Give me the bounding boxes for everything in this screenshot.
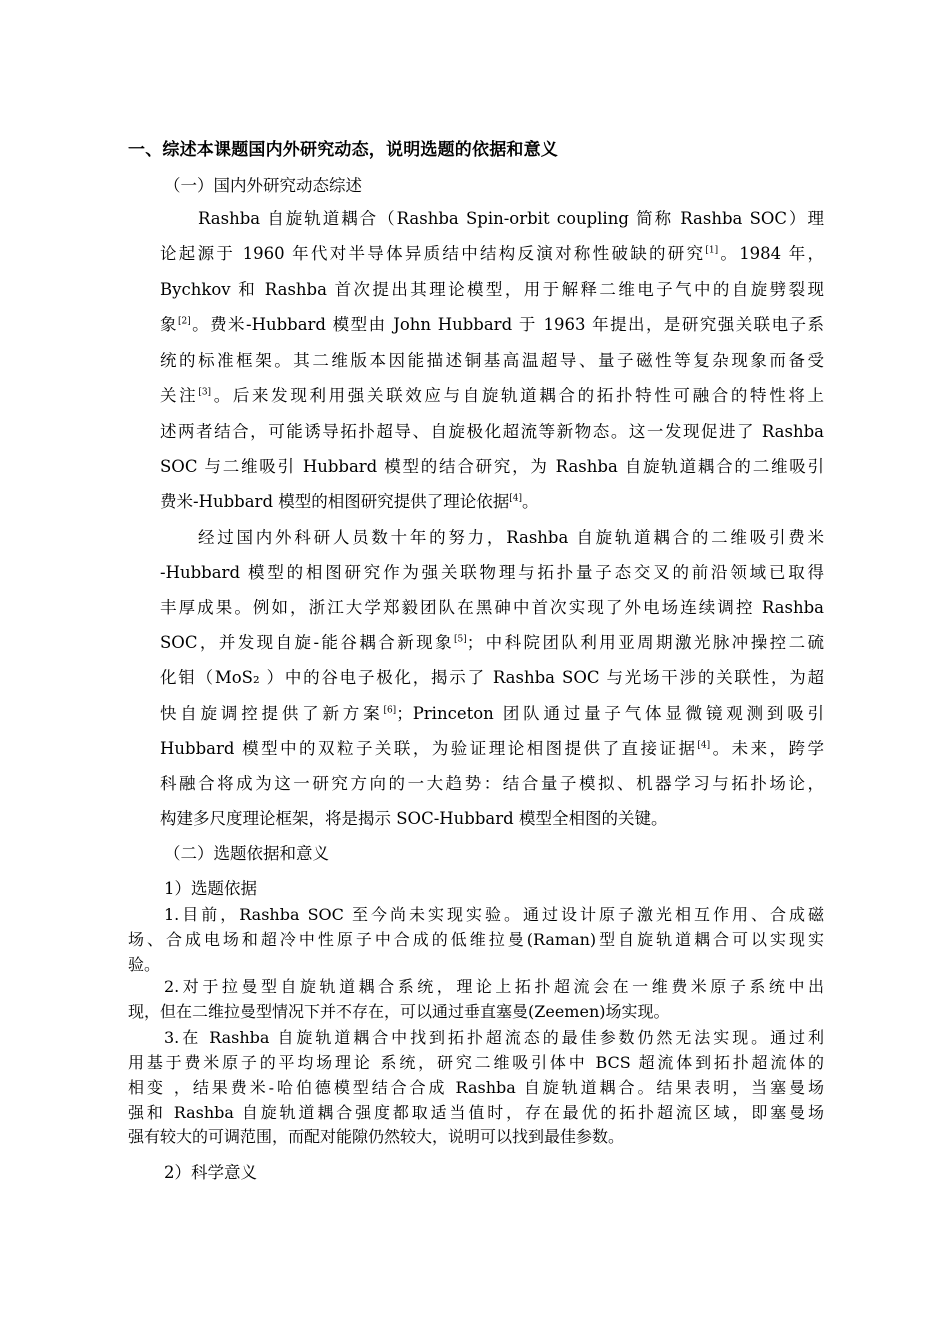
text-run: 象 bbox=[160, 315, 178, 334]
text-run: 。未来，跨学 bbox=[710, 739, 824, 758]
paragraph-line: 述两者结合，可能诱导拓扑超导、自旋极化超流等新物态。这一发现促进了 Rashba bbox=[160, 422, 824, 441]
subsection-title-basis: 1）选题依据 bbox=[164, 879, 257, 898]
citation-ref: [6] bbox=[383, 705, 397, 716]
paragraph-line bbox=[160, 632, 824, 654]
paragraph-line: Bychkov 和 Rashba 首次提出其理论模型，用于解释二维电子气中的自旋劈裂现 bbox=[160, 280, 824, 299]
section-title-research-status: （一）国内外研究动态综述 bbox=[164, 176, 362, 195]
text-run: ；中科院团队利用亚周期激光脉冲操控二硫 bbox=[466, 633, 825, 652]
text-run: ；Princeton 团队通过量子气体显微镜观测到吸引 bbox=[396, 704, 825, 723]
paragraph-line: 化钼（MoS₂ ）中的谷电子极化，揭示了 Rashba SOC 与光场干涉的关联性，为超 bbox=[160, 668, 824, 687]
text-run: SOC，并发现自旋-能谷耦合新现象 bbox=[160, 633, 454, 652]
paragraph-line bbox=[160, 703, 824, 725]
text-run: 费米-Hubbard 模型的相图研究提供了理论依据 bbox=[160, 492, 510, 511]
text-run: 。后来发现利用强关联效应与自旋轨道耦合的拓扑特性可融合的特性将上 bbox=[211, 386, 825, 405]
paragraph-line: 现，但在二维拉曼型情况下并不存在，可以通过垂直塞曼(Zeemen)场实现。 bbox=[128, 1002, 670, 1021]
citation-ref: [2] bbox=[177, 316, 191, 327]
paragraph-line: 验。 bbox=[128, 955, 161, 974]
citation-ref: [4] bbox=[697, 740, 711, 751]
citation-ref: [1] bbox=[705, 245, 719, 256]
paragraph-line: 3.在 Rashba 自旋轨道耦合中找到拓扑超流态的最佳参数仍然无法实现。通过利 bbox=[164, 1028, 824, 1047]
text-run: 。 bbox=[522, 492, 539, 511]
paragraph-line: -Hubbard 模型的相图研究作为强关联物理与拓扑量子态交叉的前沿领域已取得 bbox=[160, 563, 824, 582]
paragraph-line bbox=[160, 243, 824, 265]
paragraph-line: 统的标准框架。其二维版本因能描述铜基高温超导、量子磁性等复杂现象而备受 bbox=[160, 351, 824, 370]
paragraph-line: 构建多尺度理论框架，将是揭示 SOC-Hubbard 模型全相图的关键。 bbox=[160, 809, 668, 828]
paragraph-line: Rashba 自旋轨道耦合（Rashba Spin-orbit coupling 简称 Rashba SOC）理 bbox=[198, 209, 824, 228]
paragraph-line: SOC 与二维吸引 Hubbard 模型的结合研究，为 Rashba 自旋轨道耦合的二维吸引 bbox=[160, 457, 824, 476]
paragraph-line: 经过国内外科研人员数十年的努力，Rashba 自旋轨道耦合的二维吸引费米 bbox=[198, 528, 824, 547]
paragraph-line: 2.对于拉曼型自旋轨道耦合系统，理论上拓扑超流会在一维费米原子系统中出 bbox=[164, 977, 824, 996]
text-run: 。1984 年， bbox=[718, 244, 824, 263]
paragraph-line: 科融合将成为这一研究方向的一大趋势：结合量子模拟、机器学习与拓扑场论， bbox=[160, 774, 824, 793]
subsection-title-significance: 2）科学意义 bbox=[164, 1163, 257, 1182]
text-run: 关注 bbox=[160, 386, 199, 405]
text-run: 。费米-Hubbard 模型由 John Hubbard 于 1963 年提出，是研究强关联电子系 bbox=[190, 315, 824, 334]
text-run: Hubbard 模型中的双粒子关联，为验证理论相图提供了直接证据 bbox=[160, 739, 698, 758]
paragraph-line: 1.目前，Rashba SOC 至今尚未实现实验。通过设计原子激光相互作用、合成磁 bbox=[164, 905, 824, 924]
text-run: 论起源于 1960 年代对半导体异质结中结构反演对称性破缺的研究 bbox=[160, 244, 706, 263]
citation-ref: [3] bbox=[198, 387, 212, 398]
section-title-basis-significance: （二）选题依据和意义 bbox=[164, 844, 329, 863]
citation-ref: [4] bbox=[509, 493, 522, 504]
paragraph-line bbox=[160, 738, 824, 760]
paragraph-line: 场、合成电场和超冷中性原子中合成的低维拉曼(Raman)型自旋轨道耦合可以实现实 bbox=[128, 930, 824, 949]
paragraph-line bbox=[160, 314, 824, 336]
paragraph-line: 相变 ，结果费米-哈伯德模型结合合成 Rashba 自旋轨道耦合。结果表明，当塞曼场 bbox=[128, 1078, 824, 1097]
paragraph-line bbox=[160, 491, 539, 513]
paragraph-line: 用基于费米原子的平均场理论 系统，研究二维吸引体中 BCS 超流体到拓扑超流体的 bbox=[128, 1053, 824, 1072]
paragraph-line bbox=[160, 385, 824, 407]
paragraph-line: 强和 Rashba 自旋轨道耦合强度都取适当值时，存在最优的拓扑超流区域，即塞曼场 bbox=[128, 1103, 824, 1122]
citation-ref: [5] bbox=[454, 634, 467, 645]
paragraph-line: 强有较大的可调范围，而配对能隙仍然较大，说明可以找到最佳参数。 bbox=[128, 1127, 625, 1146]
paragraph-line: 丰厚成果。例如，浙江大学郑毅团队在黑砷中首次实现了外电场连续调控 Rashba bbox=[160, 598, 824, 617]
main-heading: 一、综述本课题国内外研究动态，说明选题的依据和意义 bbox=[128, 140, 558, 160]
text-run: 快自旋调控提供了新方案 bbox=[160, 704, 384, 723]
